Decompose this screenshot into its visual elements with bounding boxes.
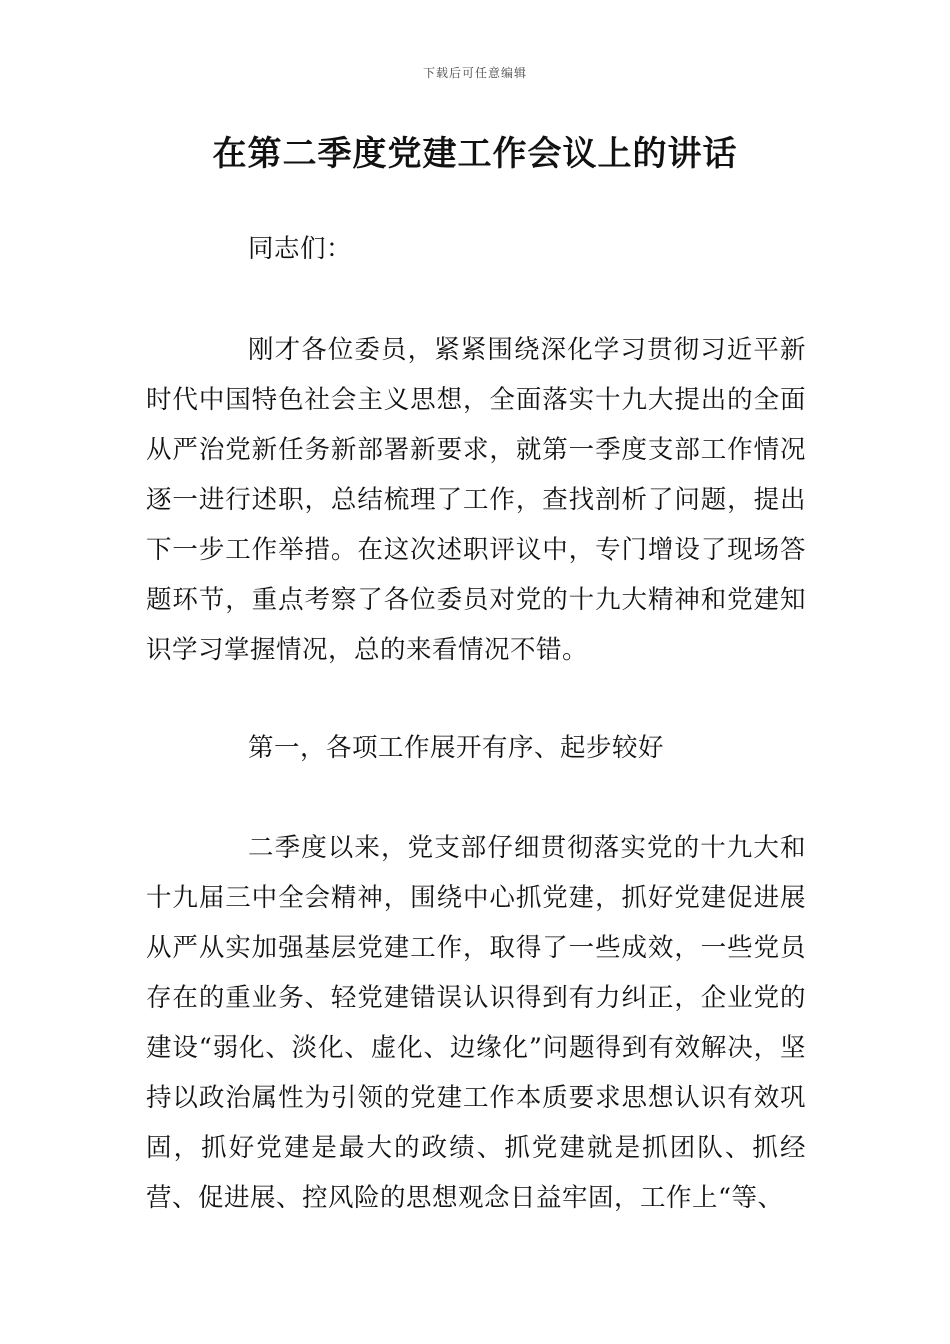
section-heading: 第一，各项工作展开有序、起步较好 xyxy=(248,733,665,763)
header-note: 下载后可任意编辑 xyxy=(422,66,527,80)
paragraph: 二季度以来，党支部仔细贯彻落实党的十九大和十九届三中全会精神，围绕中心抓党建，抓好党建促进展从严从实加强基层党建工作，取得了一些成效，一些党员存在的重业务、轻党建错误认识得到有力纠正，企业党的建设“弱化、淡化、虚化、边缘化”问题得到有效解决，坚持以政治属性为引领的党建工作本质要求思想认识有效巩固，抓好党建是最大的政绩、抓党建就是抓团队、抓经营、促进展、控风险的思想观念日益牢固，工作上“等、 xyxy=(146,833,806,1213)
document-title: 在第二季度党建工作会议上的讲话 xyxy=(212,134,738,174)
greeting: 同志们： xyxy=(248,234,353,264)
paragraph: 刚才各位委员，紧紧围绕深化学习贯彻习近平新时代中国特色社会主义思想，全面落实十九大提出的全面从严治党新任务新部署新要求，就第一季度支部工作情况逐一进行述职，总结梳理了工作，查找剖析了问题，提出下一步工作举措。在这次述职评议中，专门增设了现场答题环节，重点考察了各位委员对党的十九大精神和党建知识学习掌握情况，总的来看情况不错。 xyxy=(146,335,806,665)
